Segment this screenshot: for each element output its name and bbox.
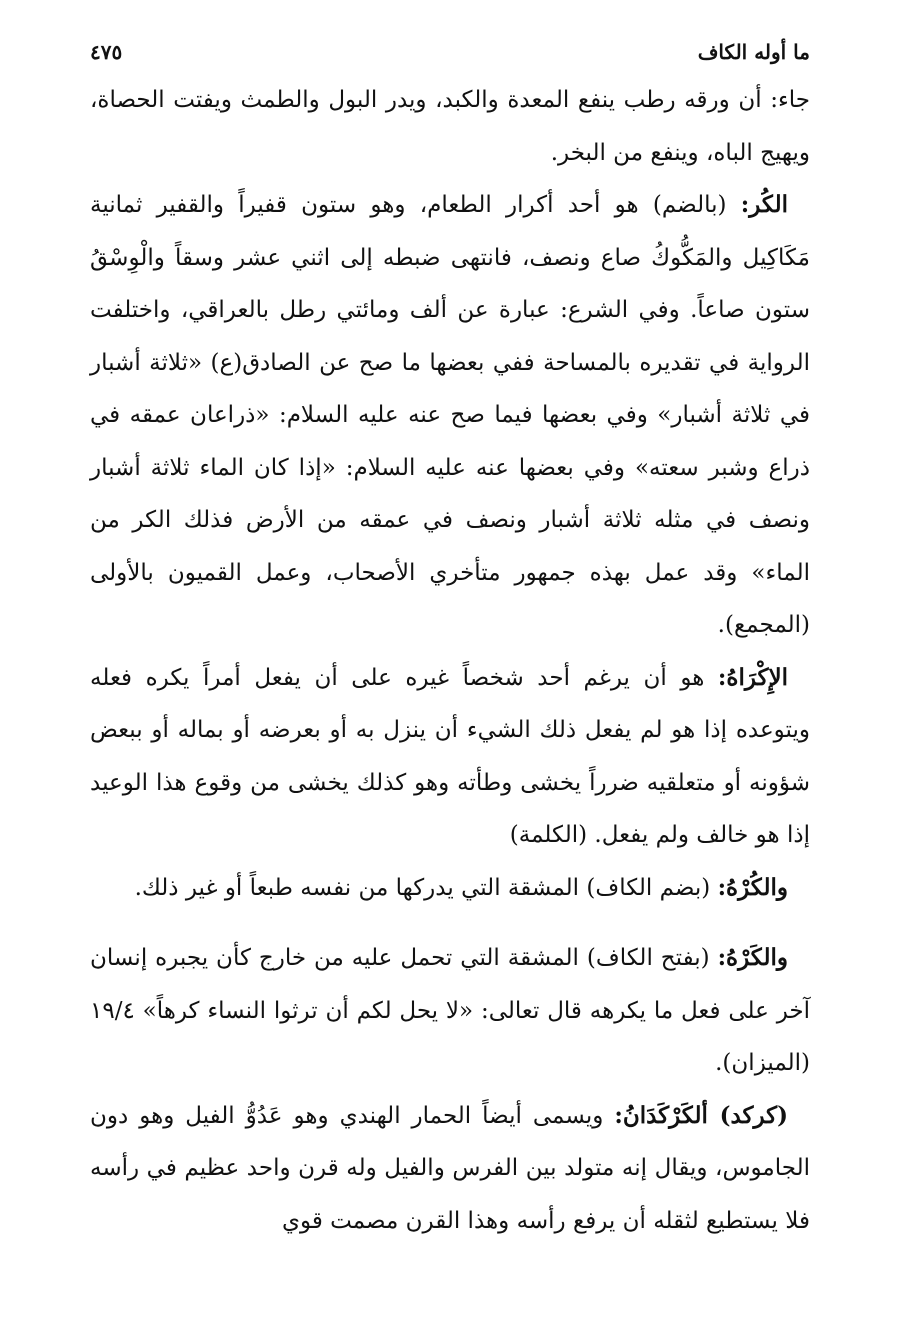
- page-number: ٤٧٥: [90, 40, 123, 64]
- entry-term: (كركد) ألكَرْكَدَانُ:: [614, 1101, 788, 1129]
- entry-kurh: [90, 862, 810, 915]
- entry-karh: [90, 932, 810, 1090]
- entry-text: جاء: أن ورقه رطب ينفع المعدة والكبد، ويدر البول والطمث ويفتت الحصاة، ويهيج الباه، وينفع من البخر.: [90, 87, 810, 166]
- entry-text: ويسمى أيضاً الحمار الهندي وهو عَدُوُّ الفيل وهو دون الجاموس، ويقال إنه متولد بين الفرس والفيل وله قرن واحد عظيم في رأسه فلا يستطيع لثقله أن يرفع رأسه وهذا القرن مصمت قوي: [90, 1102, 810, 1234]
- entry-term: والكُرْهُ:: [717, 873, 788, 901]
- entry-text: (بفتح الكاف) المشقة التي تحمل عليه من خارج كأن يجبره إنسان آخر على فعل ما يكرهه قال تعالى: «لا يحل لكم أن ترثوا النساء كرهاً» ١٩/٤ (الميزان).: [90, 945, 810, 1076]
- entry-kurr: [90, 179, 810, 652]
- entry-term: الكُر:: [740, 191, 788, 218]
- entry-text: (بضم الكاف) المشقة التي يدركها من نفسه طبعاً أو غير ذلك.: [134, 874, 718, 901]
- running-head: [90, 30, 810, 74]
- entry-text: (بالضم) هو أحد أكرار الطعام، وهو ستون قفيراً والقفير ثمانية مَكَاكِيل والمَكُّوكُ صاع ونصف، فانتهى ضبطه إلى اثني عشر وسقاً والْوِسْقُ ستون صاعاً. وفي الشرع: عبارة عن ألف ومائتي رطل بالعراقي، واختلفت الرواية في تقديره بالمساحة ففي بعضها ما صح عن الصادق(ع) «ثلاثة أشبار في ثلاثة أشبار» وفي بعضها فيما صح عنه عليه السلام: «ذراعان عمقه في ذراع وشبر سعته» وفي بعضها عنه عليه السلام: «إذا كان الماء ثلاثة أشبار ونصف في مثله ثلاثة أشبار ونصف في عمقه من الأرض فذلك الكر من الماء» وقد عمل بهذه جمهور متأخري الأصحاب، وعمل القميون بالأولى (المجمع).: [90, 192, 810, 638]
- page-body: [90, 74, 810, 1247]
- running-title: ما أوله الكاف: [697, 40, 810, 64]
- entry-term: الإِكْرَاهُ:: [717, 663, 788, 691]
- entry-term: والكَرْهُ:: [717, 944, 788, 971]
- entry-continuation: [90, 74, 810, 179]
- dictionary-page: [90, 30, 810, 1300]
- entry-karkadan: [90, 1090, 810, 1248]
- entry-ikrah: [90, 652, 810, 862]
- entry-text: هو أن يرغم أحد شخصاً غيره على أن يفعل أمراً يكره فعله ويتوعده إذا هو لم يفعل ذلك الشيء أن ينزل به أو بعرضه أو بماله أو ببعض شؤونه أو متعلقيه ضرراً يخشى وطأته وهو كذلك يخشى من وقوع هذا الوعيد إذا هو خالف ولم يفعل. (الكلمة): [90, 664, 810, 848]
